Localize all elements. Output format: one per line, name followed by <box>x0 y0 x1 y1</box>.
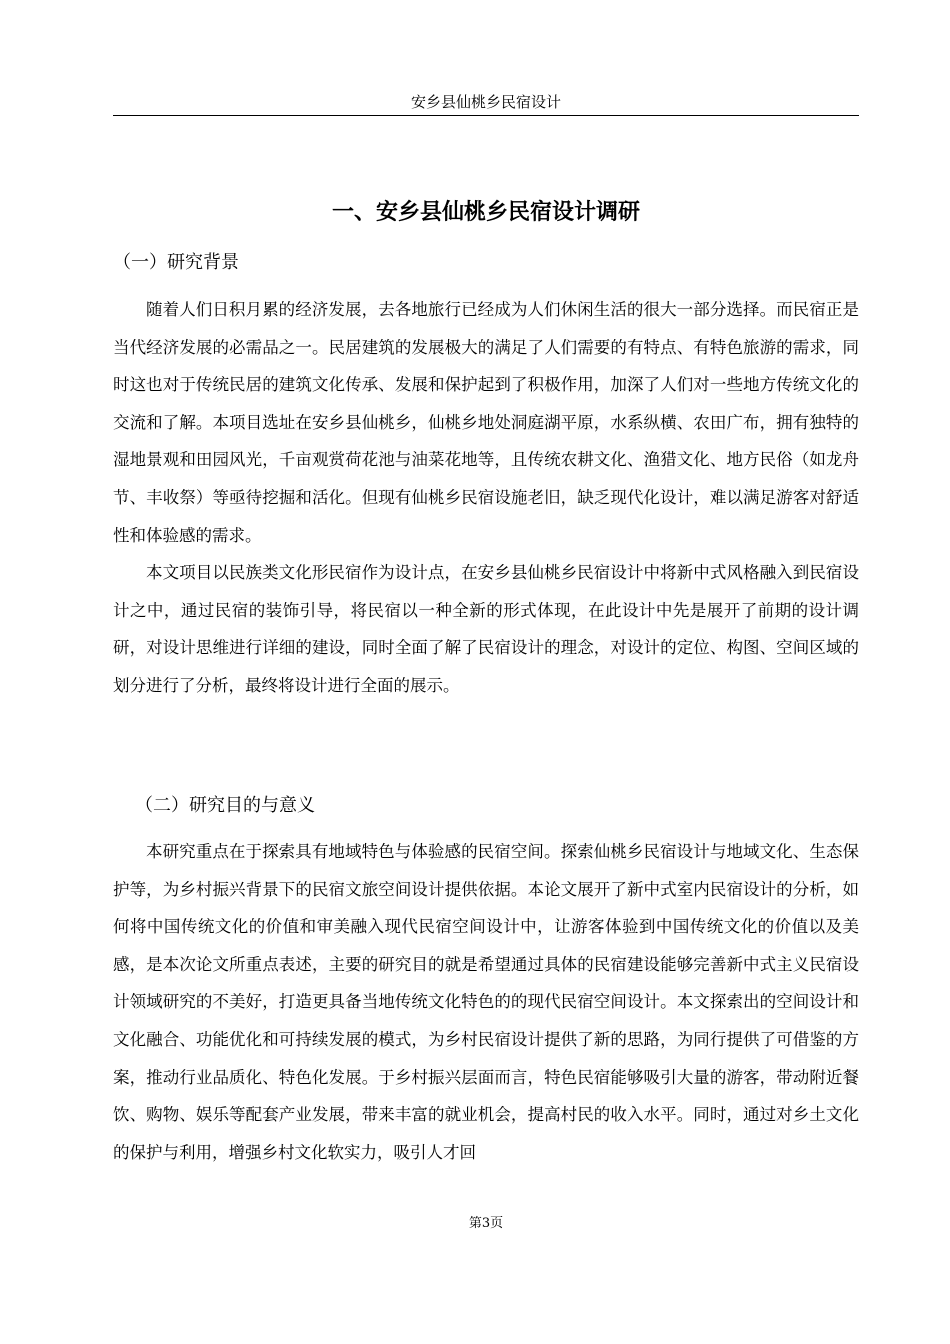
header-divider <box>113 115 859 116</box>
page-number: 第3页 <box>468 1216 504 1231</box>
section-body-background <box>113 291 859 705</box>
chapter-title: 一、安乡县仙桃乡民宿设计调研 <box>331 200 640 225</box>
section-body-purpose <box>113 833 859 1171</box>
paragraph: 随着人们日积月累的经济发展，去各地旅行已经成为人们休闲生活的很大一部分选择。而民宿正是当代经济发展的必需品之一。民居建筑的发展极大的满足了人们需要的有特点、有特色旅游的需求，同时这也对于传统民居的建筑文化传承、发展和保护起到了积极作用，加深了人们对一些地方传统文化的交流和了解。本项目选址在安乡县仙桃乡，仙桃乡地处洞庭湖平原，水系纵横、农田广布，拥有独特的湿地景观和田园风光，千亩观赏荷花池与油菜花地等，且传统农耕文化、渔猎文化、地方民俗（如龙舟节、丰收祭）等亟待挖掘和活化。但现有仙桃乡民宿设施老旧，缺乏现代化设计，难以满足游客对舒适性和体验感的需求。 <box>113 300 859 545</box>
paragraph: 本文项目以民族类文化形民宿作为设计点，在安乡县仙桃乡民宿设计中将新中式风格融入到民宿设计之中，通过民宿的装饰引导，将民宿以一种全新的形式体现，在此设计中先是展开了前期的设计调研，对设计思维进行详细的建设，同时全面了解了民宿设计的理念，对设计的定位、构图、空间区域的划分进行了分析，最终将设计进行全面的展示。 <box>113 563 859 695</box>
running-header: 安乡县仙桃乡民宿设计 <box>410 93 561 111</box>
section-heading-purpose: （二）研究目的与意义 <box>135 795 315 816</box>
paragraph: 本研究重点在于探索具有地域特色与体验感的民宿空间。探索仙桃乡民宿设计与地域文化、生态保护等，为乡村振兴背景下的民宿文旅空间设计提供依据。本论文展开了新中式室内民宿设计的分析，如何将中国传统文化的价值和审美融入现代民宿空间设计中，让游客体验到中国传统文化的价值以及美感，是本次论文所重点表述，主要的研究目的就是希望通过具体的民宿建设能够完善新中式主义民宿设计领域研究的不美好，打造更具备当地传统文化特色的的现代民宿空间设计。本文探索出的空间设计和文化融合、功能优化和可持续发展的模式，为乡村民宿设计提供了新的思路，为同行提供了可借鉴的方案，推动行业品质化、特色化发展。于乡村振兴层面而言，特色民宿能够吸引大量的游客，带动附近餐饮、购物、娱乐等配套产业发展，带来丰富的就业机会，提高村民的收入水平。同时，通过对乡土文化的保护与利用，增强乡村文化软实力，吸引人才回 <box>113 842 859 1162</box>
section-heading-background: （一）研究背景 <box>113 252 239 273</box>
